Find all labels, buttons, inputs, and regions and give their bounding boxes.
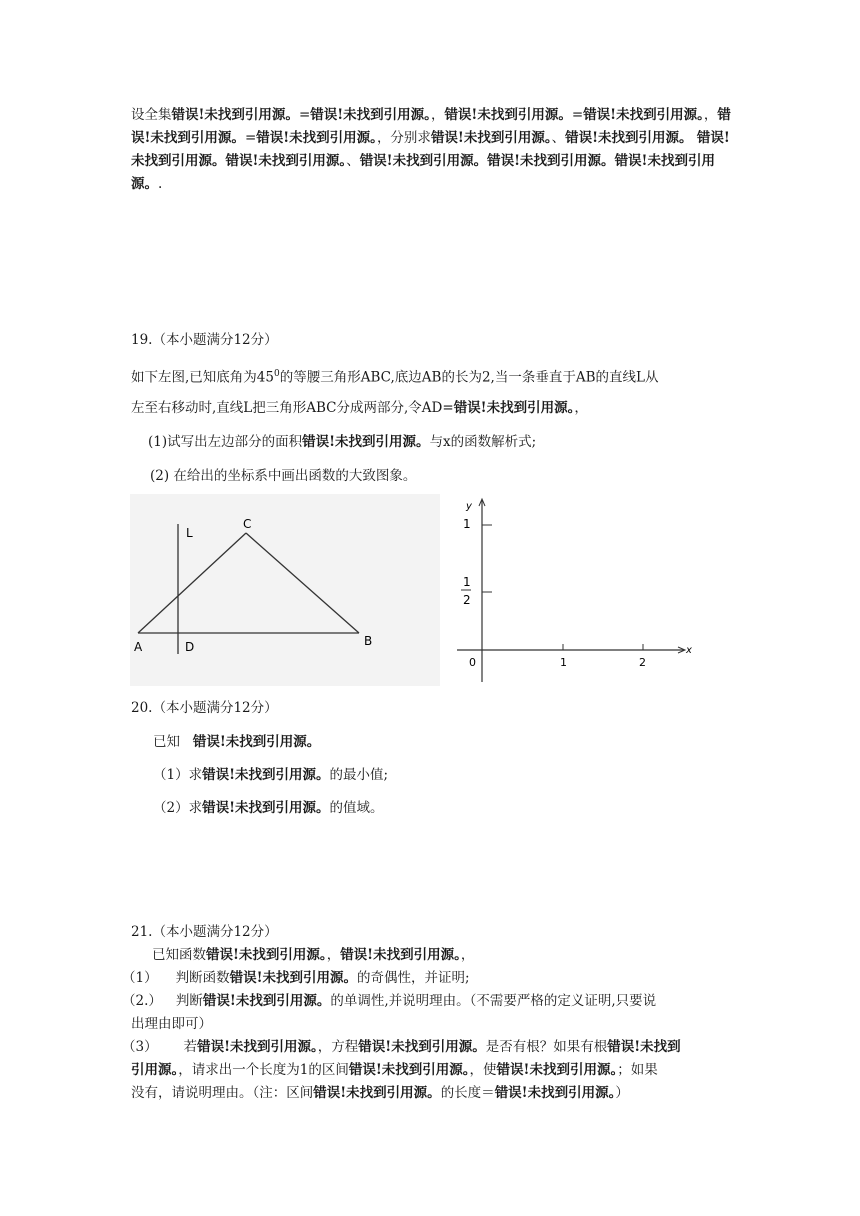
reference-error: 错误!未找到引用源。	[225, 153, 347, 169]
q21-text: 的奇偶性，并证明;	[357, 970, 470, 986]
reference-error: 错误!未找到引用源。	[202, 993, 331, 1009]
q18-text: 、	[551, 130, 566, 146]
q19-intro-line2	[131, 398, 588, 418]
q18-text: ，分别求	[376, 130, 431, 146]
label-D: D	[185, 640, 195, 654]
q19-text: (1)试写出左边部分的面积	[148, 434, 303, 450]
q21-item3-cont2	[131, 1083, 629, 1103]
label-x1: 1	[560, 656, 567, 669]
reference-error: 错误!未找到引用源。	[430, 130, 552, 146]
q18-text: =	[298, 107, 311, 123]
reference-error: 错误!未找到引用源。	[131, 107, 731, 146]
reference-error: 错误!未找到引用源。	[206, 947, 327, 963]
reference-error-part2: 引用源。	[131, 1062, 179, 1078]
coordinate-axes-figure	[452, 494, 702, 686]
q18-paragraph	[131, 104, 731, 196]
reference-error: 错误!未找到引用源。	[256, 130, 377, 146]
q19-item1	[148, 432, 536, 452]
q18-text: 设全集	[131, 107, 172, 123]
label-yhalf-numerator: 1	[463, 575, 471, 589]
reference-error: 错误!未找到引用源。	[583, 107, 704, 123]
q20-text: 已知	[153, 734, 193, 750]
reference-error: 错误!未找到引用源。	[302, 434, 430, 450]
q19-text: ，	[574, 400, 588, 416]
reference-error: 错误!未找到引用源。	[202, 800, 330, 816]
reference-error: 错误!未找到引用源。	[197, 1039, 318, 1055]
reference-error: 错误!未找到引用源。	[487, 153, 615, 169]
reference-error: 错误!未找到引用源。	[494, 1085, 616, 1101]
q21-given	[152, 945, 474, 965]
q21-item3	[122, 1037, 681, 1057]
figure-background	[130, 494, 440, 686]
q21-text: ，请求出一个长度为1的区间	[178, 1062, 349, 1078]
q21-item2	[122, 991, 656, 1011]
reference-error: 错误!未找到引用源。	[496, 1062, 618, 1078]
q21-text: ，使	[469, 1062, 497, 1078]
q19-text: 如下左图,已知底角为45	[131, 369, 274, 386]
q21-text: ，	[326, 947, 341, 963]
q20-given	[153, 732, 320, 752]
label-x2: 2	[639, 656, 646, 669]
q19-text: 与x的函数解析式;	[429, 434, 537, 450]
q21-text: 已知函数	[152, 947, 206, 963]
q20-text: （1）求	[153, 767, 203, 783]
q18-text: ，	[703, 107, 718, 123]
reference-error: 错误!未找到引用源。	[310, 107, 431, 123]
q18-text: 、	[346, 153, 360, 169]
item-number: （3）	[122, 1039, 158, 1055]
reference-error: 错误!未找到引用源。	[453, 400, 575, 416]
q20-item1	[153, 765, 388, 785]
q21-item1	[122, 968, 470, 988]
reference-error: 错误!未找到引用源。	[340, 947, 461, 963]
q21-text: 判断	[175, 993, 203, 1009]
reference-error: 错误!未找到引用源。	[171, 107, 299, 123]
q18-text: .	[158, 176, 163, 192]
q19-text: 左至右移动时,直线L把三角形ABC分成两部分,令AD=	[131, 400, 454, 416]
q18-text: =	[571, 107, 584, 123]
reference-error: 错误!未找到引用源。	[131, 153, 715, 192]
q18-text: =	[244, 130, 257, 146]
label-C: C	[243, 517, 252, 531]
label-x: x	[686, 645, 692, 656]
q21-text: 若	[183, 1039, 198, 1055]
q21-text: 的长度＝	[440, 1085, 495, 1101]
degree-mark: 0	[273, 369, 280, 379]
q21-text: ；如果	[617, 1062, 658, 1078]
label-origin: 0	[469, 656, 476, 669]
q20-text: （2）求	[153, 800, 203, 816]
reference-error: 错误!未找到引用源。	[444, 107, 572, 123]
reference-error: 错误!未找到引用源。	[348, 1062, 470, 1078]
q21-text: ，	[460, 947, 475, 963]
reference-error-part1: 错误!未找到	[607, 1039, 681, 1055]
reference-error: 错误!未找到引用源。	[565, 130, 693, 146]
q21-item2-cont: 出理由即可）	[131, 1016, 212, 1032]
reference-error: 错误!未找到引用源。	[202, 767, 330, 783]
q21-text: ）	[615, 1085, 629, 1101]
reference-error: 错误!未找到引用源。	[131, 130, 730, 169]
q21-text: 是否有根？如果有根	[485, 1039, 608, 1055]
q20-heading: 20.（本小题满分12分）	[131, 700, 278, 716]
q19-item2: (2) 在给出的坐标系中画出函数的大致图象。	[150, 468, 417, 484]
q21-text: ，方程	[317, 1039, 359, 1055]
q19-intro-line1	[131, 364, 658, 388]
q18-text: ，	[430, 107, 445, 123]
q21-text: 的单调性,并说明理由。（不需要严格的定义证明,只要说	[330, 993, 657, 1009]
item-number: （1）	[122, 970, 158, 986]
q20-text: 的最小值;	[329, 767, 389, 783]
q21-text: 判断函数	[175, 970, 230, 986]
reference-error: 错误!未找到引用源。	[313, 1085, 441, 1101]
q21-text: 没有，请说明理由。（注：区间	[131, 1085, 314, 1101]
q19-text: 的等腰三角形ABC,底边AB的长为2,当一条垂直于AB的直线L从	[279, 369, 659, 386]
label-A: A	[134, 640, 143, 654]
reference-error: 错误!未找到引用源。	[358, 1039, 486, 1055]
label-L: L	[186, 526, 193, 540]
label-B: B	[364, 634, 373, 648]
q20-text: 的值域。	[329, 800, 384, 816]
triangle-figure	[130, 494, 440, 686]
q19-heading: 19.（本小题满分12分）	[131, 332, 278, 348]
q21-item3-cont1	[131, 1060, 658, 1080]
reference-error: 错误!未找到引用源。	[192, 734, 321, 750]
reference-error: 错误!未找到引用源。	[359, 153, 488, 169]
label-y: y	[466, 501, 472, 512]
label-yhalf-denominator: 2	[463, 593, 471, 607]
reference-error: 错误!未找到引用源。	[229, 970, 358, 986]
q21-heading: 21.（本小题满分12分）	[131, 924, 278, 940]
item-number: （2.）	[122, 993, 162, 1009]
q20-item2	[153, 798, 384, 818]
label-y1: 1	[463, 517, 471, 531]
